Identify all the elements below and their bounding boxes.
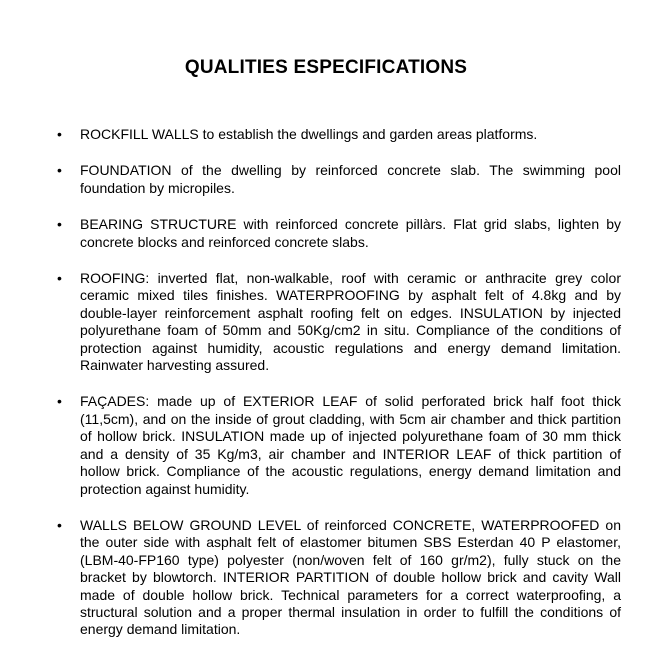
- spec-item-text: ROOFING: inverted flat, non-walkable, roof with ceramic or anthracite grey color ceramic mixed tiles finishes. WATERPROOFING by asphalt felt of 4.8kg and by double-layer reinforcement asphalt roofing felt on edges. INSULATION by injected polyurethane foam of 50mm and 50Kg/cm2 in situ. Compliance of the conditions of protection against humidity, acoustic regulations and energy demand limitation. Rainwater harvesting assured.: [80, 270, 621, 374]
- bullet-icon: •: [57, 516, 62, 533]
- spec-item-bearing-structure: [0, 216, 621, 251]
- spec-item-walls-below-ground: [0, 517, 621, 639]
- spec-item-roofing: [0, 270, 621, 374]
- bullet-icon: •: [57, 126, 62, 142]
- bullet-icon: •: [57, 216, 62, 233]
- bullet-icon: •: [57, 393, 62, 410]
- document-title: QUALITIES ESPECIFICATIONS: [184, 57, 468, 78]
- spec-item-text: BEARING STRUCTURE with reinforced concrete pillàrs. Flat grid slabs, lighten by concrete blocks and reinforced concrete slabs.: [80, 216, 621, 250]
- bullet-icon: •: [57, 162, 62, 179]
- spec-item-facades: [0, 393, 621, 497]
- spec-item-text: FAÇADES: made up of EXTERIOR LEAF of solid perforated brick half foot thick (11,5cm), and on the inside of grout cladding, with 5cm air chamber and thick partition of hollow brick. INSULATION made up of injected polyurethane foam of 30 mm thick and a density of 35 Kg/m3, air chamber and INTERIOR LEAF of thick partition of hollow brick. Compliance of the acoustic regulations, energy demand limitation and protection against humidity.: [80, 393, 621, 497]
- specifications-list: [0, 126, 621, 658]
- spec-item-text: WALLS BELOW GROUND LEVEL of reinforced CONCRETE, WATERPROOFED on the outer side with asphalt felt of elastomer bitumen SBS Esterdan 40 P elastomer, (LBM-40-FP160 type) polyester (non/woven felt of 160 gr/m2), fully stuck on the bracket by blowtorch. INTERIOR PARTITION of double hollow brick and cavity Wall made of double hollow brick. Technical parameters for a correct waterproofing, a structural solution and a proper thermal insulation in order to fulfill the conditions of energy demand limitation.: [80, 516, 621, 638]
- spec-item-rockfill-walls: [0, 126, 621, 143]
- spec-item-text: FOUNDATION of the dwelling by reinforced concrete slab. The swimming pool foundation by micropiles.: [80, 162, 621, 196]
- spec-item-foundation: [0, 162, 621, 197]
- spec-item-text: ROCKFILL WALLS to establish the dwellings and garden areas platforms.: [80, 126, 538, 142]
- bullet-icon: •: [57, 270, 62, 287]
